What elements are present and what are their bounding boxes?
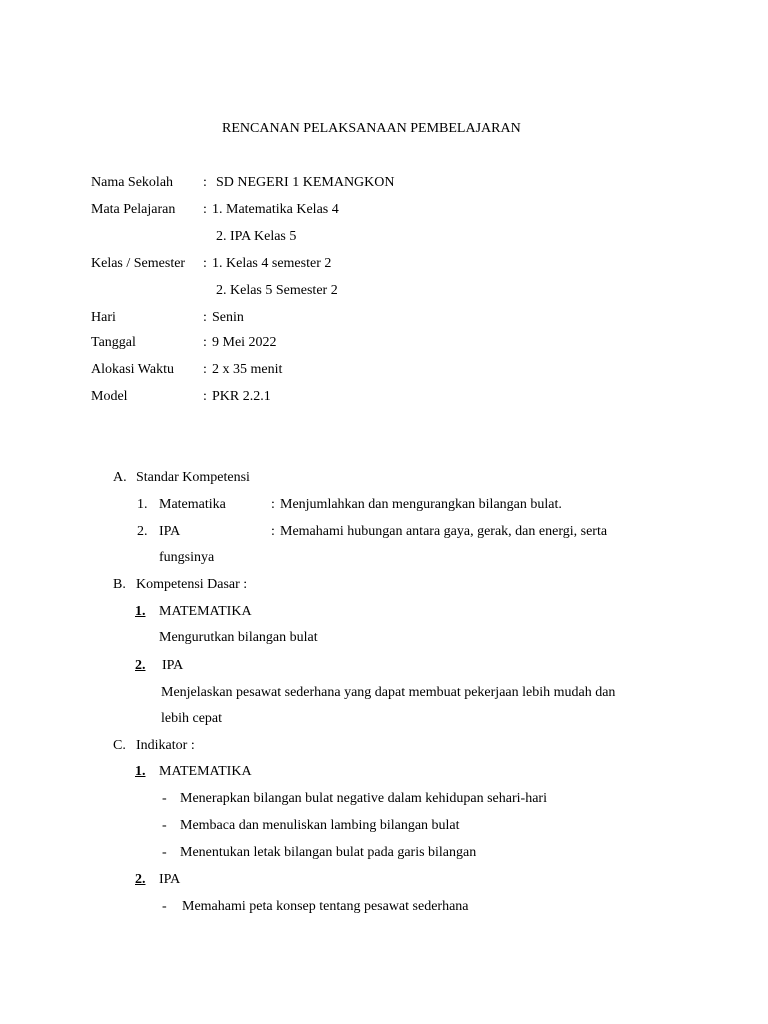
section-b-letter: B.: [113, 577, 126, 592]
section-a-item-1-num: 1.: [137, 497, 148, 512]
document-title: RENCANAN PELAKSANAAN PEMBELAJARAN: [222, 121, 521, 136]
section-c-item-1-bullet-2: Membaca dan menuliskan lambing bilangan bulat: [180, 818, 460, 833]
value-nama-sekolah: SD NEGERI 1 KEMANGKON: [216, 175, 395, 190]
value-alokasi-waktu: 2 x 35 menit: [212, 362, 283, 377]
value-kelas-semester-1: 1. Kelas 4 semester 2: [212, 256, 332, 271]
section-a-item-1-text: Menjumlahkan dan mengurangkan bilangan bulat.: [280, 497, 562, 512]
section-a-item-2-sep: :: [271, 524, 275, 539]
section-a-heading: Standar Kompetensi: [136, 470, 250, 485]
section-c-letter: C.: [113, 738, 126, 753]
bullet-dash: -: [162, 818, 167, 833]
bullet-dash: -: [162, 791, 167, 806]
section-c-item-2-num: 2.: [135, 872, 146, 887]
section-b-heading: Kompetensi Dasar :: [136, 577, 248, 592]
label-mata-pelajaran: Mata Pelajaran: [91, 202, 176, 217]
sep-hari: :: [203, 310, 207, 325]
sep-kelas-semester: :: [203, 256, 207, 271]
section-a-item-1-sep: :: [271, 497, 275, 512]
sep-model: :: [203, 389, 207, 404]
value-mata-pelajaran-2: 2. IPA Kelas 5: [216, 229, 297, 244]
label-hari: Hari: [91, 310, 116, 325]
section-b-item-1-num: 1.: [135, 604, 146, 619]
value-tanggal: 9 Mei 2022: [212, 335, 277, 350]
sep-alokasi-waktu: :: [203, 362, 207, 377]
bullet-dash: -: [162, 899, 167, 914]
value-model: PKR 2.2.1: [212, 389, 271, 404]
section-a-item-2-text: Memahami hubungan antara gaya, gerak, dan energi, serta: [280, 524, 608, 539]
section-b-item-2-num: 2.: [135, 658, 146, 673]
section-b-item-1-subject: MATEMATIKA: [159, 604, 252, 619]
section-c-item-1-subject: MATEMATIKA: [159, 764, 252, 779]
value-kelas-semester-2: 2. Kelas 5 Semester 2: [216, 283, 338, 298]
section-a-item-2-subject: IPA: [159, 524, 181, 539]
label-model: Model: [91, 389, 128, 404]
label-kelas-semester: Kelas / Semester: [91, 256, 186, 271]
section-b-item-2-subject: IPA: [162, 658, 184, 673]
section-a-item-2-text-cont: fungsinya: [159, 550, 215, 565]
label-nama-sekolah: Nama Sekolah: [91, 175, 174, 190]
section-c-item-2-subject: IPA: [159, 872, 181, 887]
label-alokasi-waktu: Alokasi Waktu: [91, 362, 174, 377]
section-c-item-1-bullet-3: Menentukan letak bilangan bulat pada garis bilangan: [180, 845, 477, 860]
bullet-dash: -: [162, 845, 167, 860]
label-tanggal: Tanggal: [91, 335, 136, 350]
section-b-item-1-text: Mengurutkan bilangan bulat: [159, 630, 318, 645]
section-c-item-1-num: 1.: [135, 764, 146, 779]
section-b-item-2-text-cont: lebih cepat: [161, 711, 223, 726]
value-mata-pelajaran-1: 1. Matematika Kelas 4: [212, 202, 339, 217]
section-c-item-2-bullet-1: Memahami peta konsep tentang pesawat sederhana: [182, 899, 469, 914]
section-c-heading: Indikator :: [136, 738, 195, 753]
section-c-item-1-bullet-1: Menerapkan bilangan bulat negative dalam kehidupan sehari-hari: [180, 791, 547, 806]
sep-tanggal: :: [203, 335, 207, 350]
section-b-item-2-text: Menjelaskan pesawat sederhana yang dapat membuat pekerjaan lebih mudah dan: [161, 685, 616, 700]
section-a-item-1-subject: Matematika: [159, 497, 226, 512]
value-hari: Senin: [212, 310, 244, 325]
section-a-item-2-num: 2.: [137, 524, 148, 539]
section-a-letter: A.: [113, 470, 127, 485]
sep-mata-pelajaran: :: [203, 202, 207, 217]
sep-nama-sekolah: :: [203, 175, 207, 190]
